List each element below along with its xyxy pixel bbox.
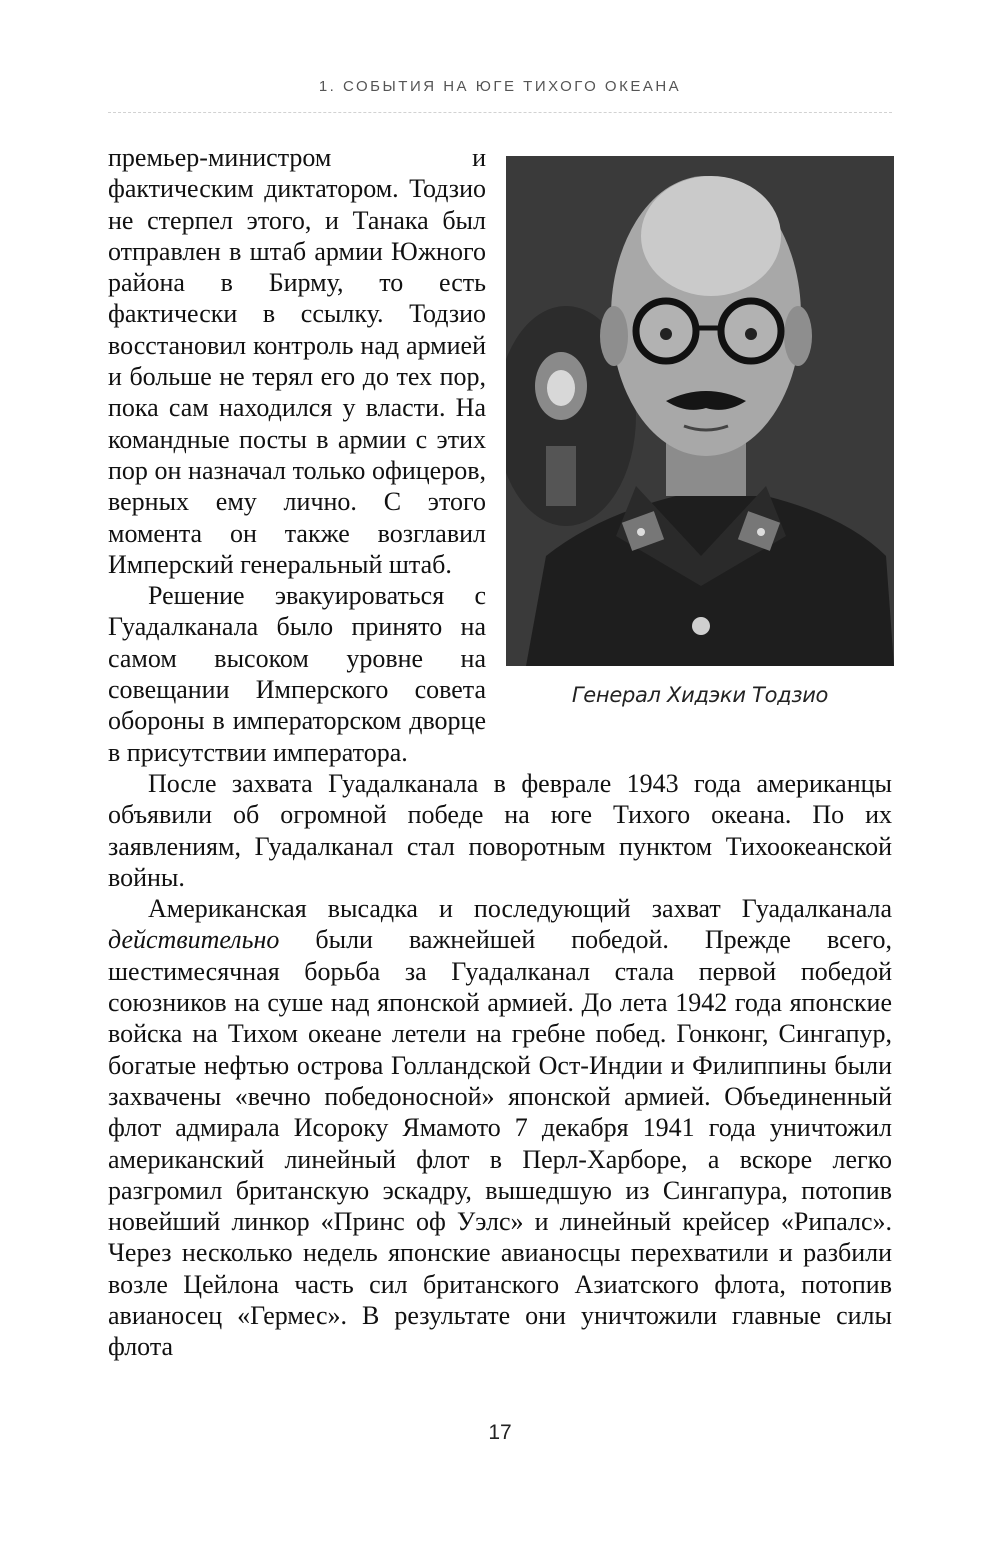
- paragraph-3: После захвата Гуадалканала в феврале 1943 года американцы объявили об огромной победе на юге Тихого океана. По их заявлениям, Гуадалканал стал поворотным пунктом Тихоокеанской войны.: [108, 768, 892, 892]
- figure-caption: Генерал Хидэки Тодзио: [571, 683, 829, 707]
- paragraph-4-rest: были важнейшей победой. Прежде всего, шестимесячная борьба за Гуадалканал стала первой победой союзников на суше над японской армией. До лета 1942 года японские войска на Тихом океане летели на гребне побед. Гонконг, Сингапур, богатые нефтью острова Голландской Ост-Индии и Филиппины были захвачены «вечно победоносной» японской армией. Объединенный флот адмирала Исороку Ямамото 7 декабря 1941 года уничтожил американский линейный флот в Перл-Харборе, а вскоре легко разгромил британскую эскадру, вышедшую из Сингапура, потопив новейший линкор «Принс оф Уэлс» и линейный крейсер «Рипалс». Через несколько недель японские авианосцы перехватили и разбили возле Цейлона часть сил британского Азиатского флота, потопив авианосец «Гермес». В результате они уничтожили главные силы флота: [108, 925, 892, 1362]
- page-number: 17: [488, 1421, 512, 1444]
- portrait-photo-icon: [506, 156, 894, 666]
- paragraph-4-start: Американская высадка и последующий захват Гуадалканала: [148, 894, 892, 924]
- paragraph-4-emphasis: действительно: [108, 925, 280, 955]
- paragraph-2: Решение эвакуироваться с Гуадалканала было принято на самом высоком уровне на совещании Имперского совета обороны в императорском дворце в присутствии императора.: [108, 581, 486, 767]
- figure: [506, 142, 894, 732]
- header-rule: [108, 112, 892, 113]
- paragraph-1: премьер-министром и фактическим диктатором. Тодзио не стерпел этого, и Танака был отправлен в штаб армии Южного района в Бирму, то есть фактически в ссылку. Тодзио восстановил контроль над армией и больше не терял его до тех пор, пока сам находился у власти. На командные посты в армии с этих пор он назначал только офицеров, верных ему лично. С этого момента он также возглавил Имперский генеральный штаб.: [108, 143, 486, 579]
- main-text: [108, 142, 892, 1363]
- portrait-photo: [506, 156, 894, 666]
- paragraph-4: [108, 893, 892, 1362]
- running-header: 1. СОБЫТИЯ НА ЮГЕ ТИХОГО ОКЕАНА: [318, 78, 682, 95]
